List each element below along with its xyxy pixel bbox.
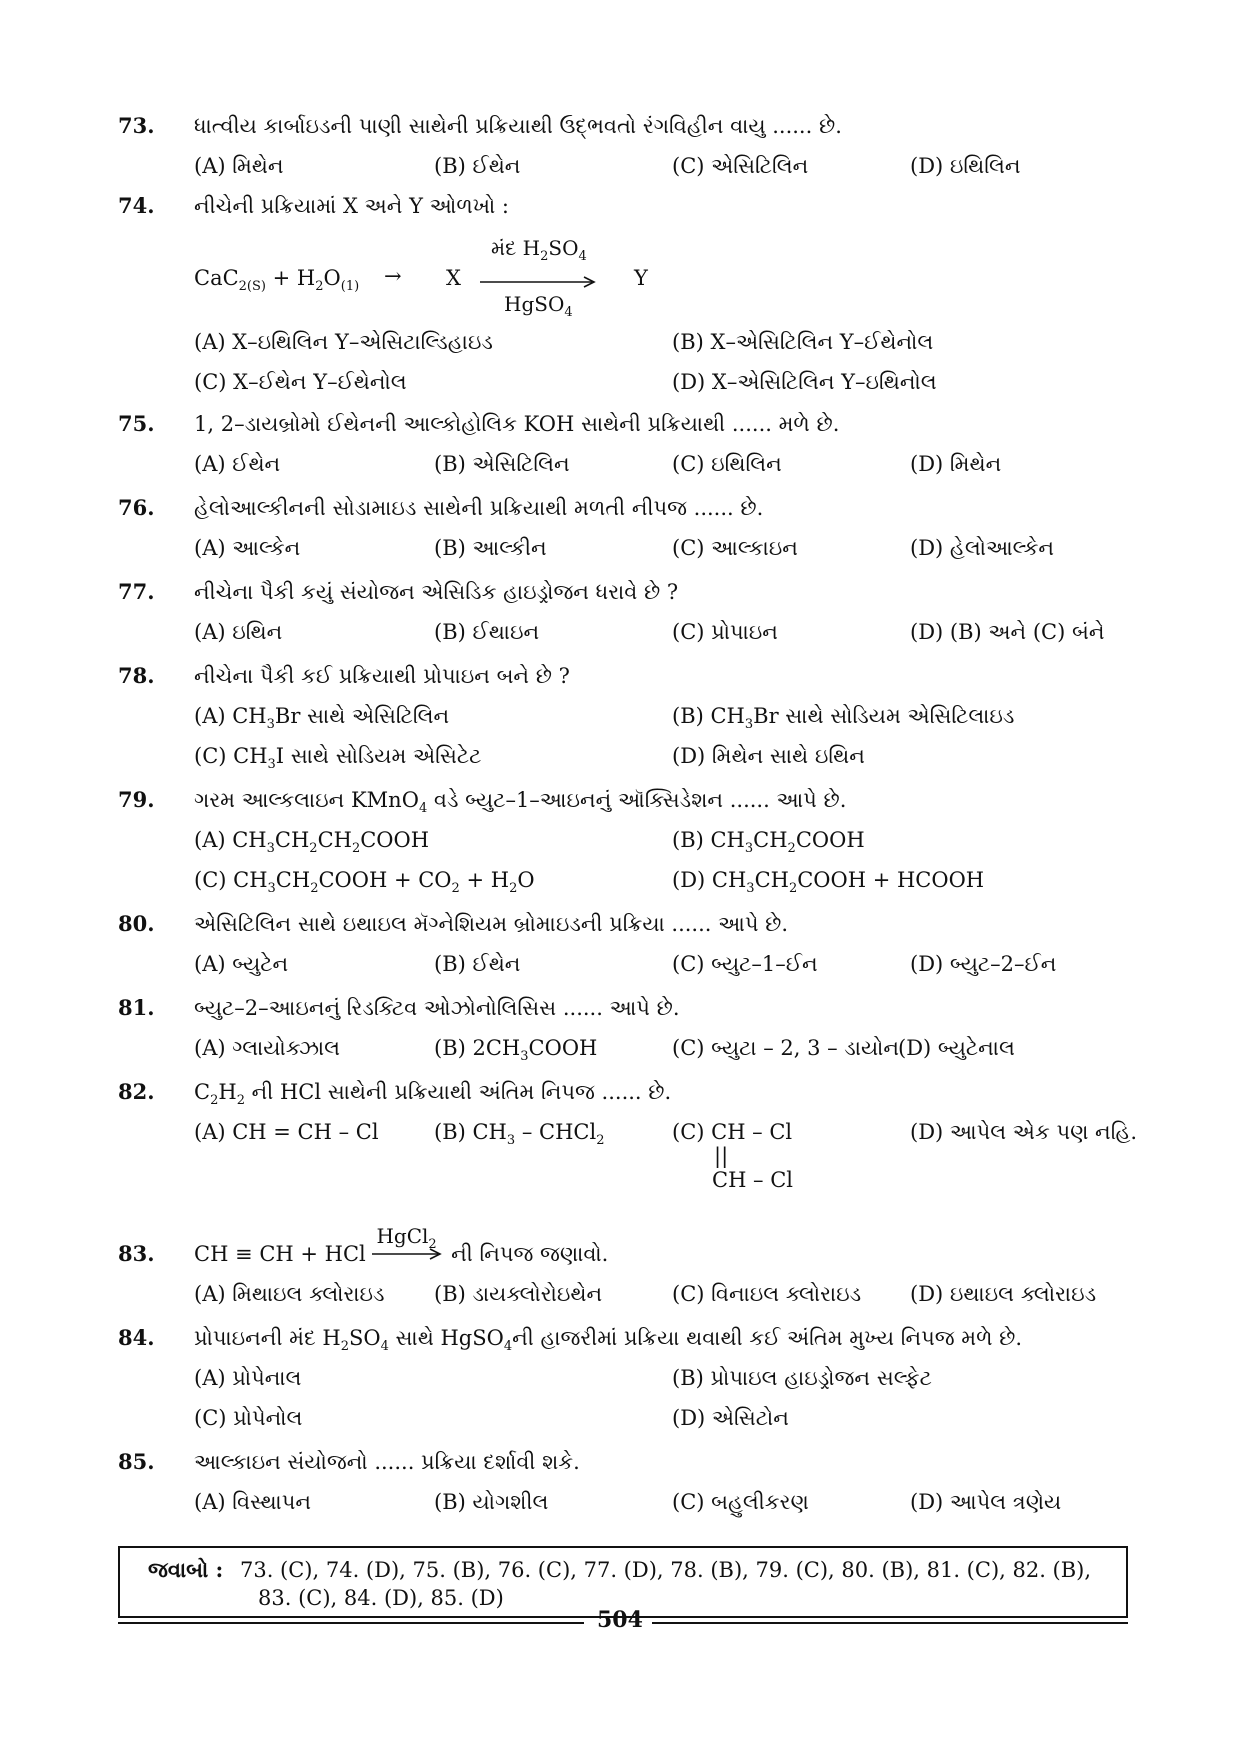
option-a: (A) ગ્લાયોક્ઝાલ bbox=[194, 1036, 341, 1060]
option-d: (D) (B) અને (C) બંને bbox=[910, 620, 1105, 644]
option-d: (D) મિથેન bbox=[910, 452, 1002, 476]
double-bond-icon: || bbox=[714, 1144, 729, 1168]
option-d: (D) હેલોઆલ્કેન bbox=[910, 536, 1055, 560]
option-b: (B) ઈથેન bbox=[434, 154, 521, 178]
equation-y: Y bbox=[634, 266, 648, 290]
question-75 bbox=[118, 404, 1138, 484]
option-a: (A) ઈથેન bbox=[194, 452, 281, 476]
question-74 bbox=[118, 186, 1138, 226]
option-b: (B) પ્રોપાઇલ હાઇડ્રોજન સલ્ફેટ bbox=[672, 1366, 932, 1390]
question-number: 76. bbox=[118, 495, 155, 520]
question-text: હેલોઆલ્કીનની સોડામાઇડ સાથેની પ્રક્રિયાથી મળતી નીપજ ...... છે. bbox=[194, 496, 764, 520]
option-b: (B) યોગશીલ bbox=[434, 1490, 549, 1514]
option-b: (B) ડાયક્લોરોઇથેન bbox=[434, 1282, 603, 1306]
question-number: 85. bbox=[118, 1449, 155, 1474]
question-text: એસિટિલિન સાથે ઇથાઇલ મૅગ્નેશિયમ બ્રોમાઇડની પ્રક્રિયા ...... આપે છે. bbox=[194, 912, 789, 936]
option-b: (B) ઈથાઇન bbox=[434, 620, 540, 644]
reaction-arrow-icon bbox=[372, 1248, 444, 1260]
question-number: 77. bbox=[118, 579, 155, 604]
answer-key-line-2: 83. (C), 84. (D), 85. (D) bbox=[258, 1586, 504, 1610]
question-text: 1, 2–ડાયબ્રોમો ઈથેનની આલ્કોહોલિક KOH સાથેની પ્રક્રિયાથી ...... મળે છે. bbox=[194, 412, 840, 436]
option-d: (D) X–એસિટિલિન Y–ઇથિનોલ bbox=[672, 370, 937, 394]
option-a: (A) CH = CH – Cl bbox=[194, 1120, 379, 1144]
equation-reactants: CH ≡ CH + HCl bbox=[194, 1242, 366, 1266]
question-text: $C_2H_2$ ની HCl સાથેની પ્રક્રિયાથી અંતિમ નિપજ ...... છે. bbox=[194, 1080, 672, 1108]
option-a: (A) $CH_3Br$ સાથે એસિટિલિન bbox=[194, 704, 450, 732]
footer-rule-right bbox=[652, 1622, 1128, 1624]
option-c: (C) X–ઈથેન Y–ઈથેનોલ bbox=[194, 370, 407, 394]
question-text-after: ની નિપજ જણાવો. bbox=[451, 1242, 609, 1266]
option-c: (C) ઇથિલિન bbox=[672, 452, 782, 476]
answer-key-label: જવાબો : bbox=[148, 1557, 224, 1582]
option-a: (A) વિસ્થાપન bbox=[194, 1490, 311, 1514]
question-78 bbox=[118, 656, 1138, 776]
question-83 bbox=[118, 1223, 1138, 1314]
option-c-structure bbox=[118, 1144, 1138, 1200]
option-c: (C) બ્યુટા – 2, 3 – ડાયોન bbox=[672, 1036, 900, 1060]
option-a: (A) મિથેન bbox=[194, 154, 284, 178]
question-text: બ્યુટ–2–આઇનનું રિડક્ટિવ ઓઝોનોલિસિસ ...... આપે છે. bbox=[194, 996, 680, 1020]
question-74-options bbox=[118, 322, 1138, 402]
arrow-icon: → bbox=[384, 264, 402, 288]
option-d: (D) મિથેન સાથે ઇથિન bbox=[672, 744, 865, 768]
question-number: 73. bbox=[118, 113, 155, 138]
option-a: (A) પ્રોપેનાલ bbox=[194, 1366, 302, 1390]
option-a: (A) બ્યુટેન bbox=[194, 952, 289, 976]
page-number: 504 bbox=[597, 1607, 643, 1633]
option-c: (C) બહુલીકરણ bbox=[672, 1490, 809, 1514]
question-81 bbox=[118, 988, 1138, 1068]
reaction-arrow bbox=[372, 1223, 444, 1266]
option-a: (A) $CH_3CH_2CH_2COOH$ bbox=[194, 828, 430, 856]
option-d: (D) આપેલ ત્રણેય bbox=[910, 1490, 1062, 1514]
question-number: 80. bbox=[118, 911, 155, 936]
option-b: (B) આલ્કીન bbox=[434, 536, 547, 560]
equation-reactants: $CaC_{2(S)} + H_2O_{(1)}$ bbox=[194, 266, 360, 294]
option-c: (C) પ્રોપેનોલ bbox=[194, 1406, 303, 1430]
option-b: (B) $2CH_3COOH$ bbox=[434, 1036, 598, 1064]
option-a: (A) ઇથિન bbox=[194, 620, 283, 644]
bottom-reagent: HgSO$_4$ bbox=[504, 292, 573, 320]
equation-x: X bbox=[446, 266, 461, 290]
question-number: 74. bbox=[118, 193, 155, 218]
question-number: 82. bbox=[118, 1079, 155, 1104]
question-text bbox=[194, 1223, 609, 1274]
question-76 bbox=[118, 488, 1138, 568]
question-text: નીચેના પૈકી કઈ પ્રક્રિયાથી પ્રોપાઇન બને છે ? bbox=[194, 664, 570, 688]
question-number: 78. bbox=[118, 663, 155, 688]
question-77 bbox=[118, 572, 1138, 652]
option-c: (C) એસિટિલિન bbox=[672, 154, 809, 178]
question-84 bbox=[118, 1318, 1138, 1438]
option-b: (B) $CH_3Br$ સાથે સોડિયમ એસિટિલાઇડ bbox=[672, 704, 1015, 732]
question-number: 81. bbox=[118, 995, 155, 1020]
option-c: (C) પ્રોપાઇન bbox=[672, 620, 778, 644]
question-text: ધાત્વીય કાર્બાઇડની પાણી સાથેની પ્રક્રિયાથી ઉદ્‌ભવતો રંગવિહીન વાયુ ...... છે. bbox=[194, 114, 842, 138]
question-number: 83. bbox=[118, 1241, 155, 1266]
option-b: (B) $CH_3CH_2COOH$ bbox=[672, 828, 865, 856]
reaction-equation-74 bbox=[194, 236, 794, 326]
option-a: (A) X–ઇથિલિન Y–એસિટાલ્ડિહાઇડ bbox=[194, 330, 493, 354]
answer-key-line-1: 73. (C), 74. (D), 75. (B), 76. (C), 77. (D), 78. (B), 79. (C), 80. (B), 81. (C), 82. (B), bbox=[239, 1558, 1092, 1582]
question-82 bbox=[118, 1072, 1138, 1200]
option-c: (C) વિનાઇલ ક્લોરાઇડ bbox=[672, 1282, 862, 1306]
option-c: (C) $CH_3I$ સાથે સોડિયમ એસિટેટ bbox=[194, 744, 482, 772]
question-number: 79. bbox=[118, 787, 155, 812]
option-a: (A) આલ્કેન bbox=[194, 536, 301, 560]
option-d: (D) બ્યુટેનાલ bbox=[898, 1036, 1015, 1060]
option-d: (D) $CH_3CH_2COOH$ + HCOOH bbox=[672, 868, 985, 896]
option-d: (D) બ્યુટ–2–ઈન bbox=[910, 952, 1057, 976]
question-73 bbox=[118, 106, 1138, 186]
question-text: નીચેની પ્રક્રિયામાં X અને Y ઓળખો : bbox=[194, 194, 509, 218]
question-79 bbox=[118, 780, 1138, 900]
reaction-arrow-icon bbox=[480, 276, 600, 288]
option-c: (C) બ્યુટ–1–ઈન bbox=[672, 952, 818, 976]
option-b: (B) એસિટિલિન bbox=[434, 452, 570, 476]
option-b: (B) X–એસિટિલિન Y–ઈથેનોલ bbox=[672, 330, 934, 354]
question-text: પ્રોપાઇનની મંદ $H_2SO_4$ સાથે HgSO$_4$ની હાજરીમાં પ્રક્રિયા થવાથી કઈ અંતિમ મુખ્ય નિપજ મળે છે. bbox=[194, 1326, 1023, 1354]
reagent-label: HgCl$_2$ bbox=[376, 1223, 437, 1252]
option-d: (D) ઇથિલિન bbox=[910, 154, 1021, 178]
question-text: આલ્કાઇન સંયોજનો ...... પ્રક્રિયા દર્શાવી શકે. bbox=[194, 1450, 580, 1474]
question-85 bbox=[118, 1442, 1138, 1522]
top-reagent: મંદ $H_2SO_4$ bbox=[491, 236, 587, 264]
option-c: (C) CH – Cl bbox=[672, 1120, 793, 1144]
option-a: (A) મિથાઇલ ક્લોરાઇડ bbox=[194, 1282, 385, 1306]
question-number: 75. bbox=[118, 411, 155, 436]
option-c: (C) આલ્કાઇન bbox=[672, 536, 798, 560]
option-b: (B) ઈથેન bbox=[434, 952, 521, 976]
option-d: (D) એસિટોન bbox=[672, 1406, 789, 1430]
option-b: (B) $CH_3$ – CHCl$_2$ bbox=[434, 1120, 605, 1148]
option-c: (C) $CH_3CH_2COOH + CO_2 + H_2O$ bbox=[194, 868, 535, 896]
question-text: નીચેના પૈકી કયું સંયોજન એસિડિક હાઇડ્રોજન ધરાવે છે ? bbox=[194, 580, 679, 604]
question-number: 84. bbox=[118, 1325, 155, 1350]
option-d: (D) ઇથાઇલ ક્લોરાઇડ bbox=[910, 1282, 1097, 1306]
question-80 bbox=[118, 904, 1138, 984]
option-d: (D) આપેલ એક પણ નહિ. bbox=[910, 1120, 1138, 1144]
option-c-lower: CH – Cl bbox=[712, 1168, 794, 1192]
footer-rule-left bbox=[118, 1622, 584, 1624]
question-text: ગરમ આલ્કલાઇન KMnO$_4$ વડે બ્યુટ–1–આઇનનું ઑક્સિડેશન ...... આપે છે. bbox=[194, 788, 847, 816]
